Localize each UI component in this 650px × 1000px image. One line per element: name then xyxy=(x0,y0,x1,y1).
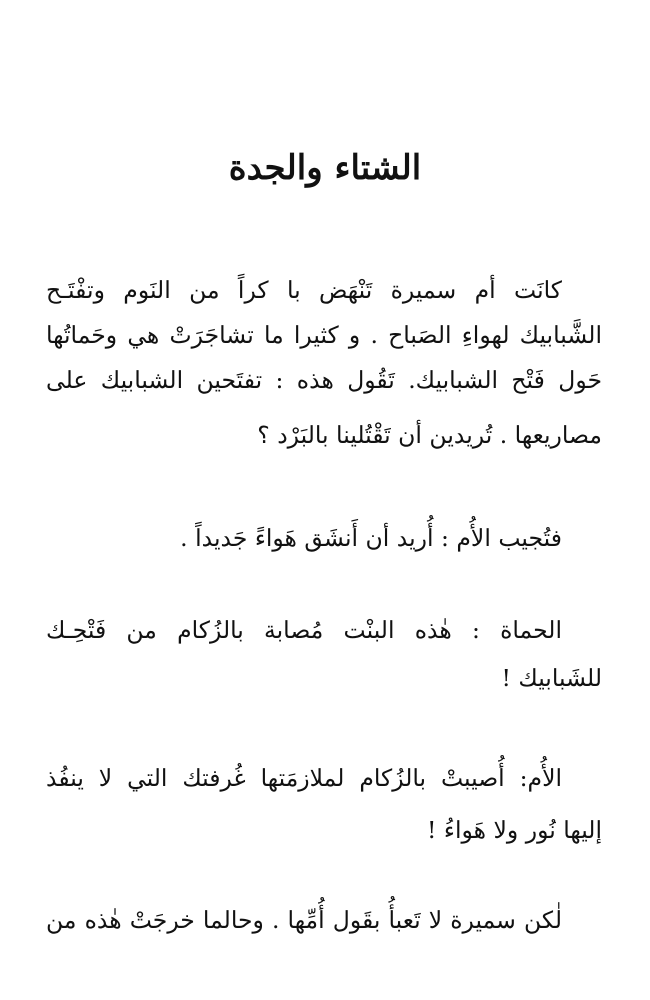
paragraph-1-line-2: الشَّبابيك لهواءِ الصَباح . و كثيرا ما تشاجَرَتْ هي وحَماتُها xyxy=(46,321,602,349)
paragraph-4-line-2: إليها نُور ولا هَواءُ ! xyxy=(427,816,602,844)
paragraph-1-line-4: مصاريعها . تُريدين أن تَقْتُلينا بالبَرْد ؟ xyxy=(257,421,602,449)
paragraph-5-line-1: لٰكن سميرة لا تَعبأُ بقَول أُمِّها . وحالما خرجَتْ هٰذه من xyxy=(46,906,562,934)
paragraph-4-line-1: الأُم: أُصيبتْ بالزُكام لملازمَتها غُرفتك التي لا ينفُذ xyxy=(46,764,562,792)
paragraph-3-line-2: للشَبابيك ! xyxy=(501,664,602,692)
paragraph-3-line-1: الحماة : هٰذه البنْت مُصابة بالزُكام من فَتْحِـك xyxy=(46,616,562,644)
paragraph-2-line-1: فتُجيب الأُم : أُريد أن أَنشَق هَواءً جَديداً . xyxy=(180,524,562,552)
paragraph-1-line-3: حَول فَتْح الشبابيك. تَقُول هذه : تفتَحين الشبابيك على xyxy=(46,366,602,394)
paragraph-1-line-1: كانَت أم سميرة تَنْهَض با كراً من النَوم وتفْتَـح xyxy=(46,276,562,304)
chapter-title: الشتاء والجدة xyxy=(228,148,422,188)
